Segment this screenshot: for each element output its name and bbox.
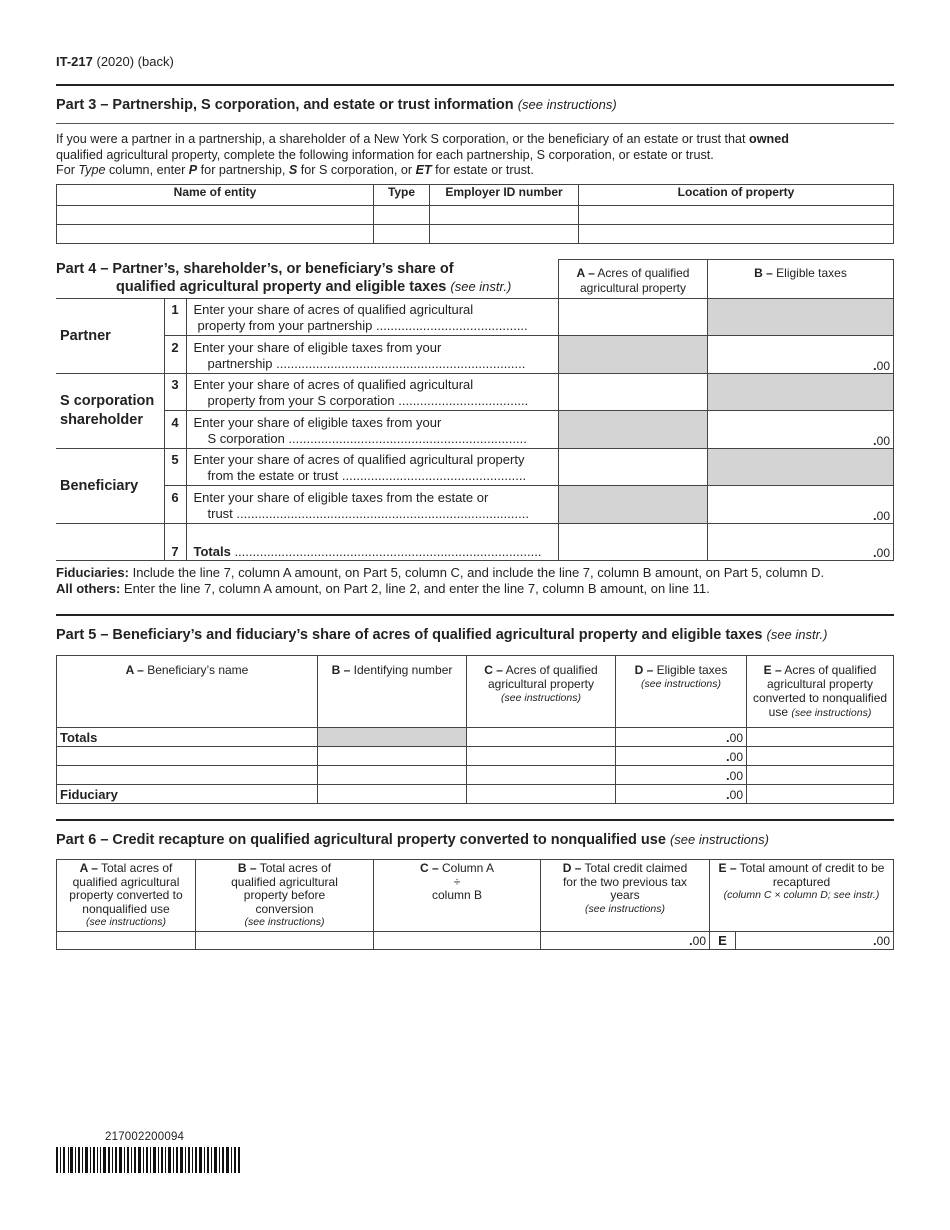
part6-col-c-field[interactable] (374, 932, 541, 950)
line4-col-a-shaded (559, 411, 708, 449)
beneficiary-converted-field[interactable] (747, 747, 894, 766)
part5-col-a: A – Beneficiary’s name (57, 656, 318, 728)
beneficiary-name-field[interactable] (57, 747, 318, 766)
entity-name-field[interactable] (57, 206, 374, 225)
part6-col-a: A – Total acres of qualified agricultural property converted to nonqualified use (see instructions) (57, 860, 196, 932)
intro-text: qualified agricultural property, complete the following information for each partnership, S corporation, or estate or trust. (56, 147, 714, 162)
beneficiary-taxes-field[interactable]: .00 (616, 766, 747, 785)
part5-col-d: D – Eligible taxes (see instructions) (616, 656, 747, 728)
line6-col-b-field[interactable]: .00 (708, 486, 894, 524)
beneficiary-id-field[interactable] (318, 766, 467, 785)
beneficiary-id-field[interactable] (318, 747, 467, 766)
intro-code: S (288, 163, 298, 177)
totals-group-blank (56, 524, 164, 561)
line-number: 6 (164, 486, 186, 524)
intro-code: P (188, 163, 198, 177)
intro-text: For (56, 163, 79, 177)
line-number: 1 (164, 299, 186, 336)
intro-text: for S corporation, or (297, 163, 416, 177)
part3-title-text: Part 3 – Partnership, S corporation, and estate or trust information (56, 97, 514, 113)
beneficiary-acres-field[interactable] (467, 766, 616, 785)
intro-text: for partnership, (197, 163, 289, 177)
fiduciaries-text: Include the line 7, column A amount, on Part 5, column C, and include the line 7, column B amount, on Part 5, column D. (128, 565, 825, 580)
line-number: 2 (164, 336, 186, 374)
entity-ein-field[interactable] (430, 206, 579, 225)
part6-title-note: (see instructions) (669, 832, 769, 847)
line-description: Enter your share of eligible taxes from your partnership ..................................................................... (186, 336, 559, 374)
part4-title-note: (see instr.) (450, 278, 512, 294)
part6-col-b: B – Total acres of qualified agricultural property before conversion (see instructions) (196, 860, 374, 932)
part5-col-e: E – Acres of qualified agricultural property converted to nonqualified use (see instructions) (747, 656, 894, 728)
part6-e-box: E (710, 932, 736, 950)
line5-col-a-field[interactable] (559, 449, 708, 486)
barcode (56, 1147, 240, 1176)
line7-col-a-field[interactable] (559, 524, 708, 561)
part5-title-note: (see instr.) (766, 627, 828, 642)
part4-title-1: Part 4 – Partner’s, shareholder’s, or beneficiary’s share of (56, 260, 454, 277)
line-number: 4 (164, 411, 186, 449)
line-description: Enter your share of eligible taxes from the estate or trust ................................................................................. (186, 486, 559, 524)
part6-col-d-field[interactable]: .00 (541, 932, 710, 950)
totals-taxes-field[interactable]: .00 (616, 728, 747, 747)
entity-ein-field[interactable] (430, 225, 579, 244)
col-type: Type (374, 185, 430, 206)
fiduciary-acres-field[interactable] (467, 785, 616, 804)
line-description: Enter your share of eligible taxes from your S corporation .................................................................. (186, 411, 559, 449)
form-number: IT-217 (56, 54, 93, 69)
group-s-corporation: S corporation shareholder (56, 374, 164, 449)
part6-title (56, 832, 769, 848)
totals-converted-field[interactable] (747, 728, 894, 747)
divider (56, 614, 894, 616)
part6-col-a-field[interactable] (57, 932, 196, 950)
line-description: Enter your share of acres of qualified agricultural property from your S corporation .................................... (186, 374, 559, 411)
line-description: Totals ..................................................................................... (186, 524, 559, 561)
entity-type-field[interactable] (374, 206, 430, 225)
part6-col-b-field[interactable] (196, 932, 374, 950)
barcode-number: 217002200094 (105, 1131, 185, 1143)
barcode-bars (56, 1147, 240, 1173)
part5-title (56, 627, 827, 643)
line-description: Enter your share of acres of qualified agricultural property from the estate or trust ................................................... (186, 449, 559, 486)
beneficiary-acres-field[interactable] (467, 747, 616, 766)
form-id (56, 54, 174, 69)
fiduciary-id-field[interactable] (318, 785, 467, 804)
part4-col-b: B – Eligible taxes (708, 260, 894, 299)
part4-table (56, 259, 894, 561)
divider (56, 819, 894, 821)
intro-text: If you were a partner in a partnership, a shareholder of a New York S corporation, or the beneficiary of an estate or trust that (56, 132, 750, 146)
all-others-label: All others: (56, 580, 121, 596)
part6-title-text: Part 6 – Credit recapture on qualified agricultural property converted to nonqualified use (56, 832, 666, 848)
line3-col-a-field[interactable] (559, 374, 708, 411)
line-description: Enter your share of acres of qualified agricultural property from your partnership .......................................... (186, 299, 559, 336)
fiduciary-taxes-field[interactable]: .00 (616, 785, 747, 804)
totals-row-label: Totals (57, 728, 318, 747)
part6-col-e: E – Total amount of credit to be recaptured (column C × column D; see instr.) (710, 860, 894, 932)
part6-col-c: C – Column A ÷ column B (374, 860, 541, 932)
col-employer-id: Employer ID number (430, 185, 579, 206)
line-number: 7 (164, 524, 186, 561)
line1-col-b-shaded (708, 299, 894, 336)
line6-col-a-shaded (559, 486, 708, 524)
part3-intro (56, 132, 896, 179)
totals-id-shaded (318, 728, 467, 747)
line-number: 5 (164, 449, 186, 486)
entity-name-field[interactable] (57, 225, 374, 244)
line7-col-b-field[interactable]: .00 (708, 524, 894, 561)
part4-title (56, 260, 559, 299)
entity-location-field[interactable] (579, 206, 894, 225)
all-others-text: Enter the line 7, column A amount, on Part 2, line 2, and enter the line 7, column B amount, on line 11. (120, 580, 710, 596)
part6-table (56, 859, 894, 950)
divider (56, 84, 894, 86)
line5-col-b-shaded (708, 449, 894, 486)
form-year: (2020) (back) (96, 54, 174, 69)
part6-col-d: D – Total credit claimed for the two previous tax years (see instructions) (541, 860, 710, 932)
line3-col-b-shaded (708, 374, 894, 411)
part4-title-2: qualified agricultural property and eligible taxes (116, 278, 447, 295)
intro-text: column, enter (105, 163, 189, 177)
part3-table (56, 184, 894, 244)
beneficiary-taxes-field[interactable]: .00 (616, 747, 747, 766)
entity-location-field[interactable] (579, 225, 894, 244)
part5-col-c: C – Acres of qualified agricultural property (see instructions) (467, 656, 616, 728)
intro-ital: Type (78, 163, 106, 177)
intro-bold: owned (749, 132, 789, 146)
intro-code: ET (415, 163, 432, 177)
col-name-of-entity: Name of entity (57, 185, 374, 206)
part4-instructions (56, 565, 896, 596)
line2-col-a-shaded (559, 336, 708, 374)
beneficiary-converted-field[interactable] (747, 766, 894, 785)
part4-col-a: A – Acres of qualified agricultural property (559, 260, 708, 299)
entity-type-field[interactable] (374, 225, 430, 244)
beneficiary-name-field[interactable] (57, 766, 318, 785)
fiduciaries-label: Fiduciaries: (56, 565, 129, 580)
group-partner: Partner (56, 299, 164, 374)
intro-text: for estate or trust. (431, 163, 534, 177)
line1-col-a-field[interactable] (559, 299, 708, 336)
part3-title (56, 97, 617, 113)
line2-col-b-field[interactable]: .00 (708, 336, 894, 374)
line4-col-b-field[interactable]: .00 (708, 411, 894, 449)
part3-title-note: (see instructions) (517, 97, 617, 112)
fiduciary-row-label: Fiduciary (57, 785, 318, 804)
totals-acres-field[interactable] (467, 728, 616, 747)
col-location: Location of property (579, 185, 894, 206)
divider (56, 123, 894, 124)
part6-col-e-field[interactable]: .00 (736, 932, 894, 950)
part5-col-b: B – Identifying number (318, 656, 467, 728)
part5-table (56, 655, 894, 804)
line-number: 3 (164, 374, 186, 411)
part5-title-text: Part 5 – Beneficiary’s and fiduciary’s share of acres of qualified agricultural property and eligible taxes (56, 627, 763, 643)
group-beneficiary: Beneficiary (56, 449, 164, 524)
fiduciary-converted-field[interactable] (747, 785, 894, 804)
